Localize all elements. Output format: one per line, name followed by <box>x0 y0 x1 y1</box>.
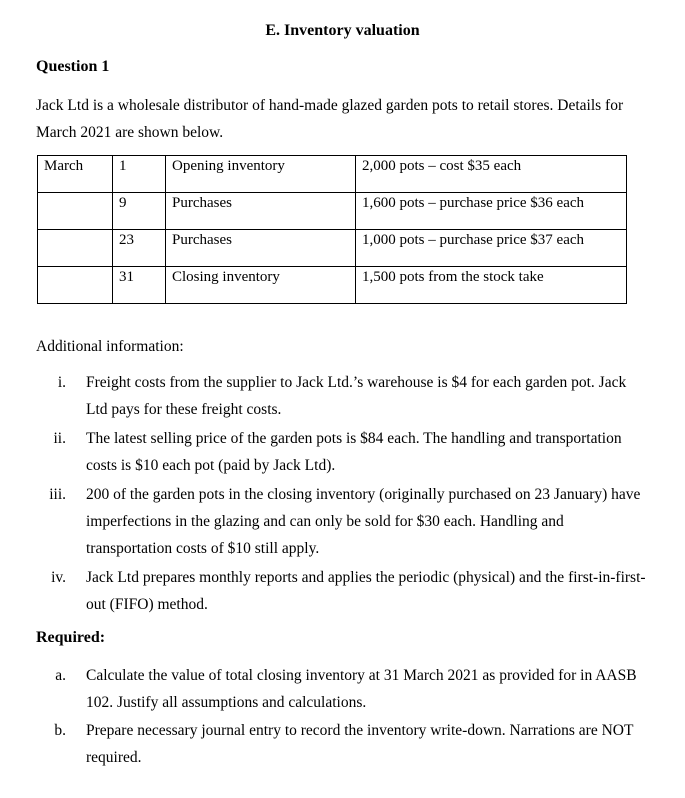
month-cell <box>38 230 113 267</box>
table-row <box>38 230 627 267</box>
day-cell: 9 <box>113 193 166 230</box>
list-item-number: a. <box>55 667 66 684</box>
question-heading: Question 1 <box>36 58 110 75</box>
inventory-table <box>37 155 627 304</box>
list-item-number: ii. <box>53 430 66 447</box>
required-heading: Required: <box>36 629 106 646</box>
day-cell: 31 <box>113 267 166 304</box>
month-cell: March <box>38 156 113 193</box>
list-item-number: iv. <box>51 569 66 586</box>
detail-cell: 1,000 pots – purchase price $37 each <box>356 230 627 267</box>
list-item-text: Freight costs from the supplier to Jack Ltd.’s warehouse is $4 for each garden pot. Jack Ltd pays for these freight costs. <box>86 374 627 418</box>
table-row <box>38 156 627 193</box>
additional-info-heading: Additional information: <box>36 338 184 355</box>
table-row <box>38 267 627 304</box>
list-item-text: 200 of the garden pots in the closing inventory (originally purchased on 23 January) have imperfections in the glazing and can only be sold for $30 each. Handling and transportation costs of $10 still apply. <box>86 486 641 557</box>
intro-paragraph: Jack Ltd is a wholesale distributor of hand-made glazed garden pots to retail stores. Details for March 2021 are shown below. <box>36 97 624 141</box>
detail-cell: 2,000 pots – cost $35 each <box>356 156 627 193</box>
list-item-number: i. <box>57 374 66 391</box>
list-item-text: The latest selling price of the garden pots is $84 each. The handling and transportation costs is $10 each pot (paid by Jack Ltd). <box>86 430 622 474</box>
table-row <box>38 193 627 230</box>
description-cell: Opening inventory <box>166 156 356 193</box>
day-cell: 23 <box>113 230 166 267</box>
list-item-text: Prepare necessary journal entry to record the inventory write-down. Narrations are NOT required. <box>86 722 634 766</box>
description-cell: Purchases <box>166 230 356 267</box>
month-cell <box>38 267 113 304</box>
list-item-text: Jack Ltd prepares monthly reports and applies the periodic (physical) and the first-in-first-out (FIFO) method. <box>86 569 646 613</box>
description-cell: Closing inventory <box>166 267 356 304</box>
month-cell <box>38 193 113 230</box>
list-item-text: Calculate the value of total closing inventory at 31 March 2021 as provided for in AASB 102. Justify all assumptions and calculations. <box>86 667 637 711</box>
description-cell: Purchases <box>166 193 356 230</box>
detail-cell: 1,500 pots from the stock take <box>356 267 627 304</box>
list-item-number: b. <box>54 722 66 739</box>
day-cell: 1 <box>113 156 166 193</box>
list-item-number: iii. <box>49 486 66 503</box>
detail-cell: 1,600 pots – purchase price $36 each <box>356 193 627 230</box>
section-title: E. Inventory valuation <box>265 22 420 39</box>
